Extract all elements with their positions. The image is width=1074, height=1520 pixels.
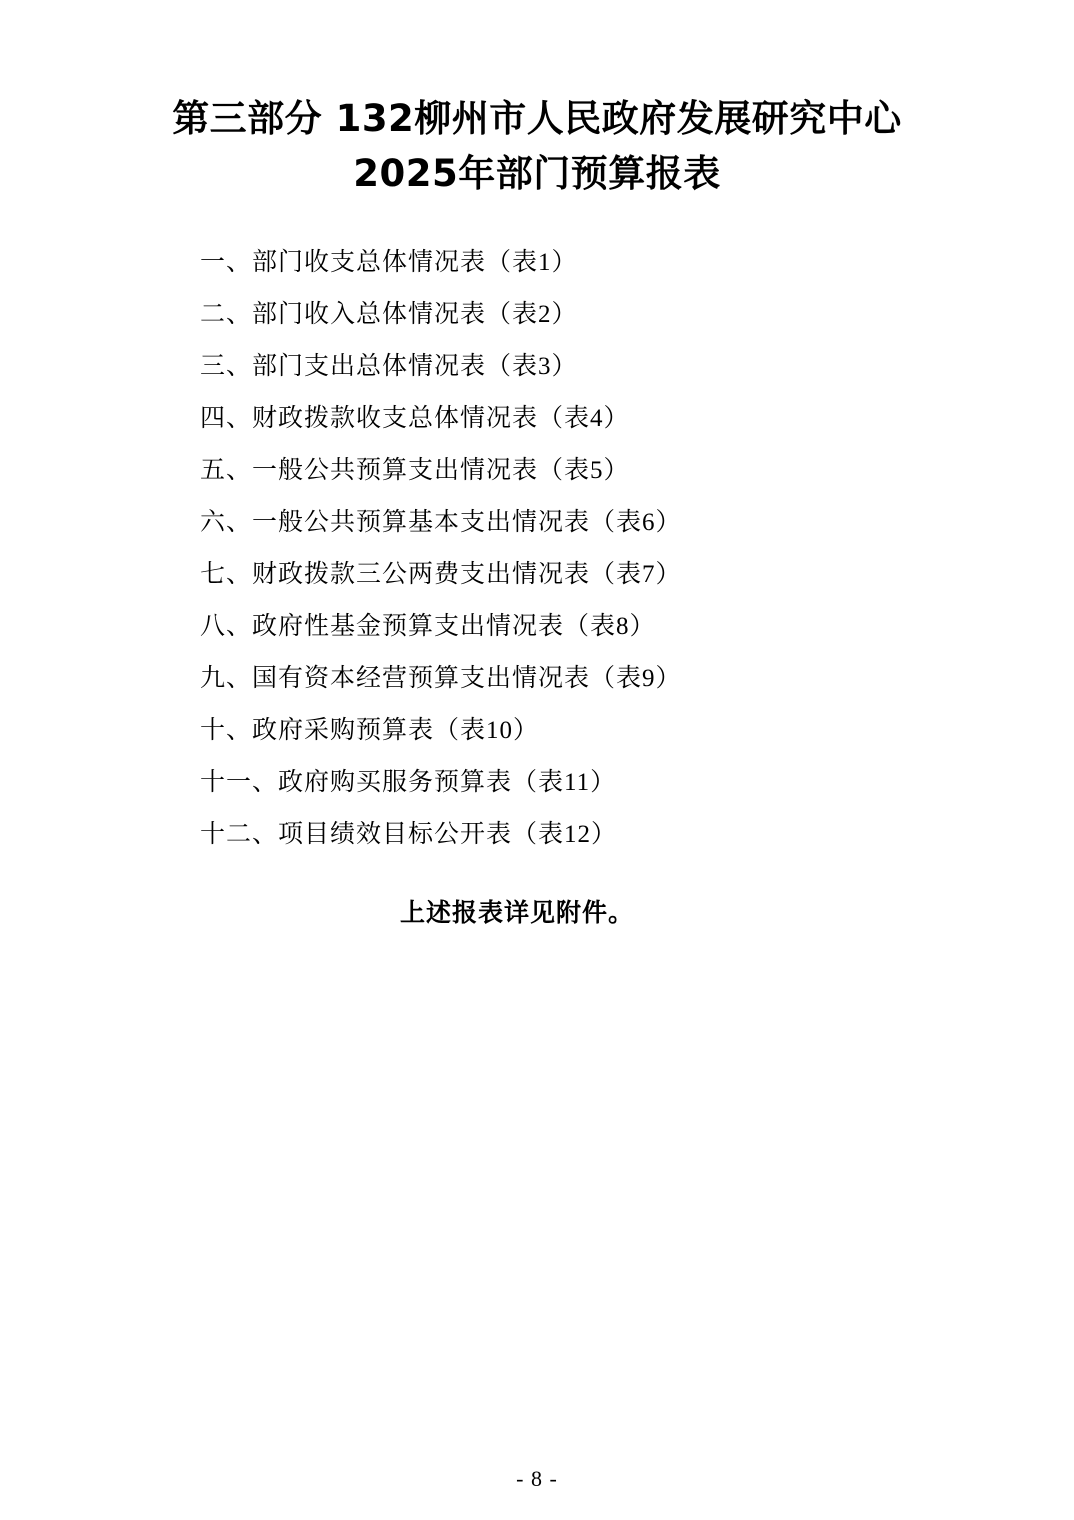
page-title-line-2: 2025年部门预算报表 (353, 151, 721, 195)
toc-item-9: 九、国有资本经营预算支出情况表（表9） (200, 664, 682, 692)
toc-item-8: 八、政府性基金预算支出情况表（表8） (200, 612, 656, 640)
toc-item-2: 二、部门收入总体情况表（表2） (200, 300, 578, 328)
toc-item-5: 五、一般公共预算支出情况表（表5） (200, 456, 630, 484)
page-number: - 8 - (516, 1466, 558, 1491)
toc-item-4: 四、财政拨款收支总体情况表（表4） (200, 404, 630, 432)
toc-item-3: 三、部门支出总体情况表（表3） (200, 352, 578, 380)
toc-item-10: 十、政府采购预算表（表10） (200, 716, 540, 744)
attachment-note: 上述报表详见附件。 (399, 899, 634, 927)
page-title-line-1: 第三部分 132柳州市人民政府发展研究中心 (172, 97, 902, 140)
page-title (0, 0, 1074, 202)
toc-item-6: 六、一般公共预算基本支出情况表（表6） (200, 508, 682, 536)
toc-item-12: 十二、项目绩效目标公开表（表12） (200, 820, 618, 848)
toc-item-1: 一、部门收支总体情况表（表1） (200, 248, 578, 276)
table-of-contents (0, 250, 1074, 847)
toc-item-7: 七、财政拨款三公两费支出情况表（表7） (200, 560, 682, 588)
toc-item-11: 十一、政府购买服务预算表（表11） (200, 768, 617, 796)
